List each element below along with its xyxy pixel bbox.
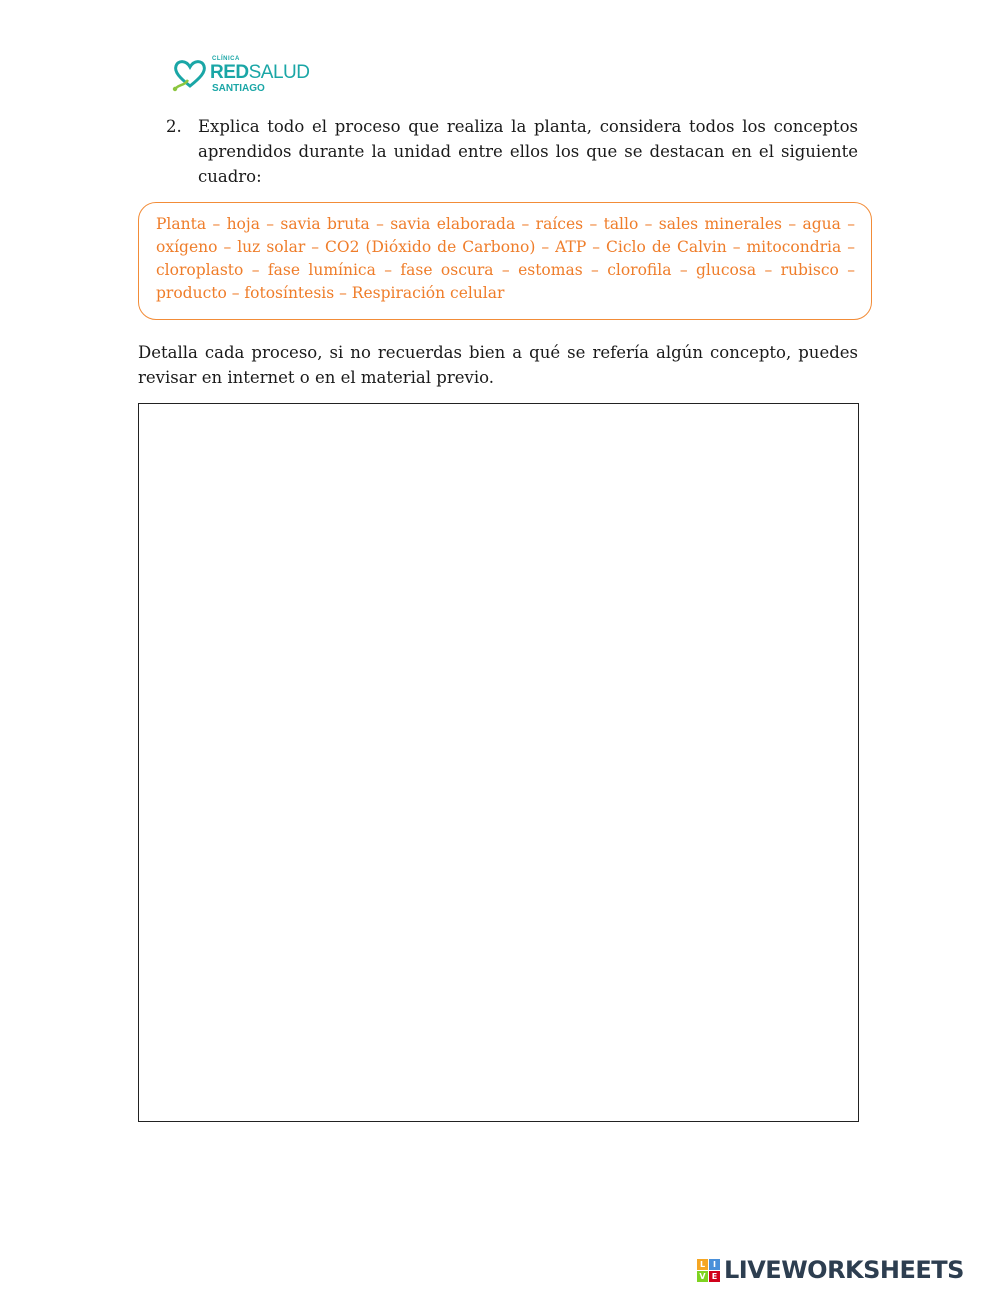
clinic-logo [170, 56, 310, 96]
tile-e: E [709, 1271, 720, 1282]
tile-l: L [697, 1259, 708, 1270]
liveworksheets-tiles-icon [697, 1259, 721, 1283]
tile-v: V [697, 1271, 708, 1282]
logo-sub-text: SANTIAGO [212, 83, 265, 94]
tile-i: I [709, 1259, 720, 1270]
question-block [166, 114, 858, 189]
heart-stethoscope-icon [170, 56, 210, 94]
liveworksheets-brand: LIVEWORKSHEETS [724, 1256, 964, 1284]
logo-red-text: RED [210, 62, 249, 83]
concepts-box: Planta – hoja – savia bruta – savia elaborada – raíces – tallo – sales minerales – agua – oxígeno – luz solar – CO2 (Dióxido de Carbono) – ATP – Ciclo de Calvin – mitocondria – cloroplasto – fase lumínica – fase oscura – estomas – clorofila – glucosa – rubisco – producto – fotosíntesis – Respiración celular [138, 202, 872, 320]
liveworksheets-logo [697, 1256, 997, 1286]
logo-small-text: CLÍNICA [212, 56, 240, 62]
instruction-text: Detalla cada proceso, si no recuerdas bien a qué se refería algún concepto, puedes revisar en internet o en el material previo. [138, 343, 858, 387]
question-text: Explica todo el proceso que realiza la planta, considera todos los conceptos aprendidos durante la unidad entre ellos los que se destacan en el siguiente cuadro: [198, 117, 858, 186]
logo-salud-text: SALUD [248, 62, 310, 83]
answer-box[interactable] [138, 403, 859, 1122]
logo-main-text [210, 62, 309, 84]
question-number: 2. [166, 117, 182, 136]
